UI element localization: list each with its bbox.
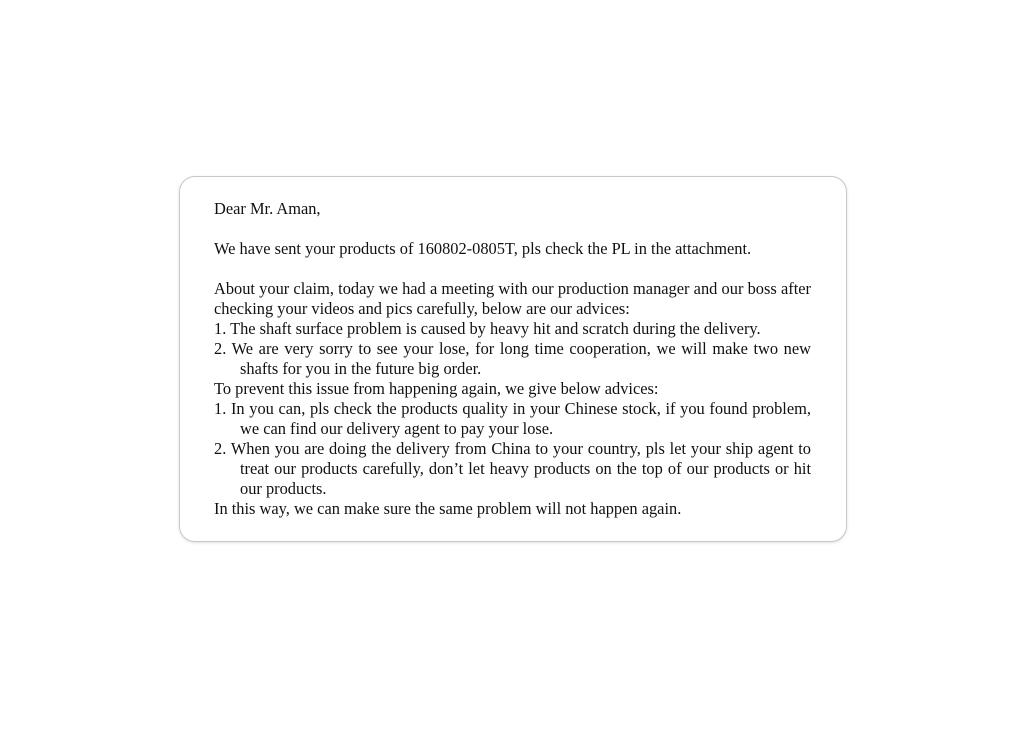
prevention-intro: To prevent this issue from happening again, we give below advices: — [214, 379, 659, 398]
closing-paragraph: In this way, we can make sure the same problem will not happen again. — [214, 499, 682, 518]
paragraph-gap — [214, 259, 811, 279]
advice-item-2: 2. We are very sorry to see your lose, for long time cooperation, we will make two new shafts for you in the future big order. — [214, 339, 811, 378]
paragraph-gap — [214, 219, 811, 239]
advice-item-1: 1. The shaft surface problem is caused by heavy hit and scratch during the delivery. — [214, 319, 761, 338]
prevention-item-1: 1. In you can, pls check the products quality in your Chinese stock, if you found problem, we can find our delivery agent to pay your lose. — [214, 399, 811, 438]
letter-card — [179, 176, 847, 542]
letter-body — [214, 199, 811, 519]
greeting: Dear Mr. Aman, — [214, 199, 321, 218]
claim-paragraph: About your claim, today we had a meeting with our production manager and our boss after checking your videos and pics carefully, below are our advices: — [214, 279, 811, 318]
prevention-item-2: 2. When you are doing the delivery from China to your country, pls let your ship agent to treat our products carefully, don’t let heavy products on the top of our products or hit our products. — [214, 439, 811, 498]
intro-paragraph: We have sent your products of 160802-0805T, pls check the PL in the attachment. — [214, 239, 752, 258]
